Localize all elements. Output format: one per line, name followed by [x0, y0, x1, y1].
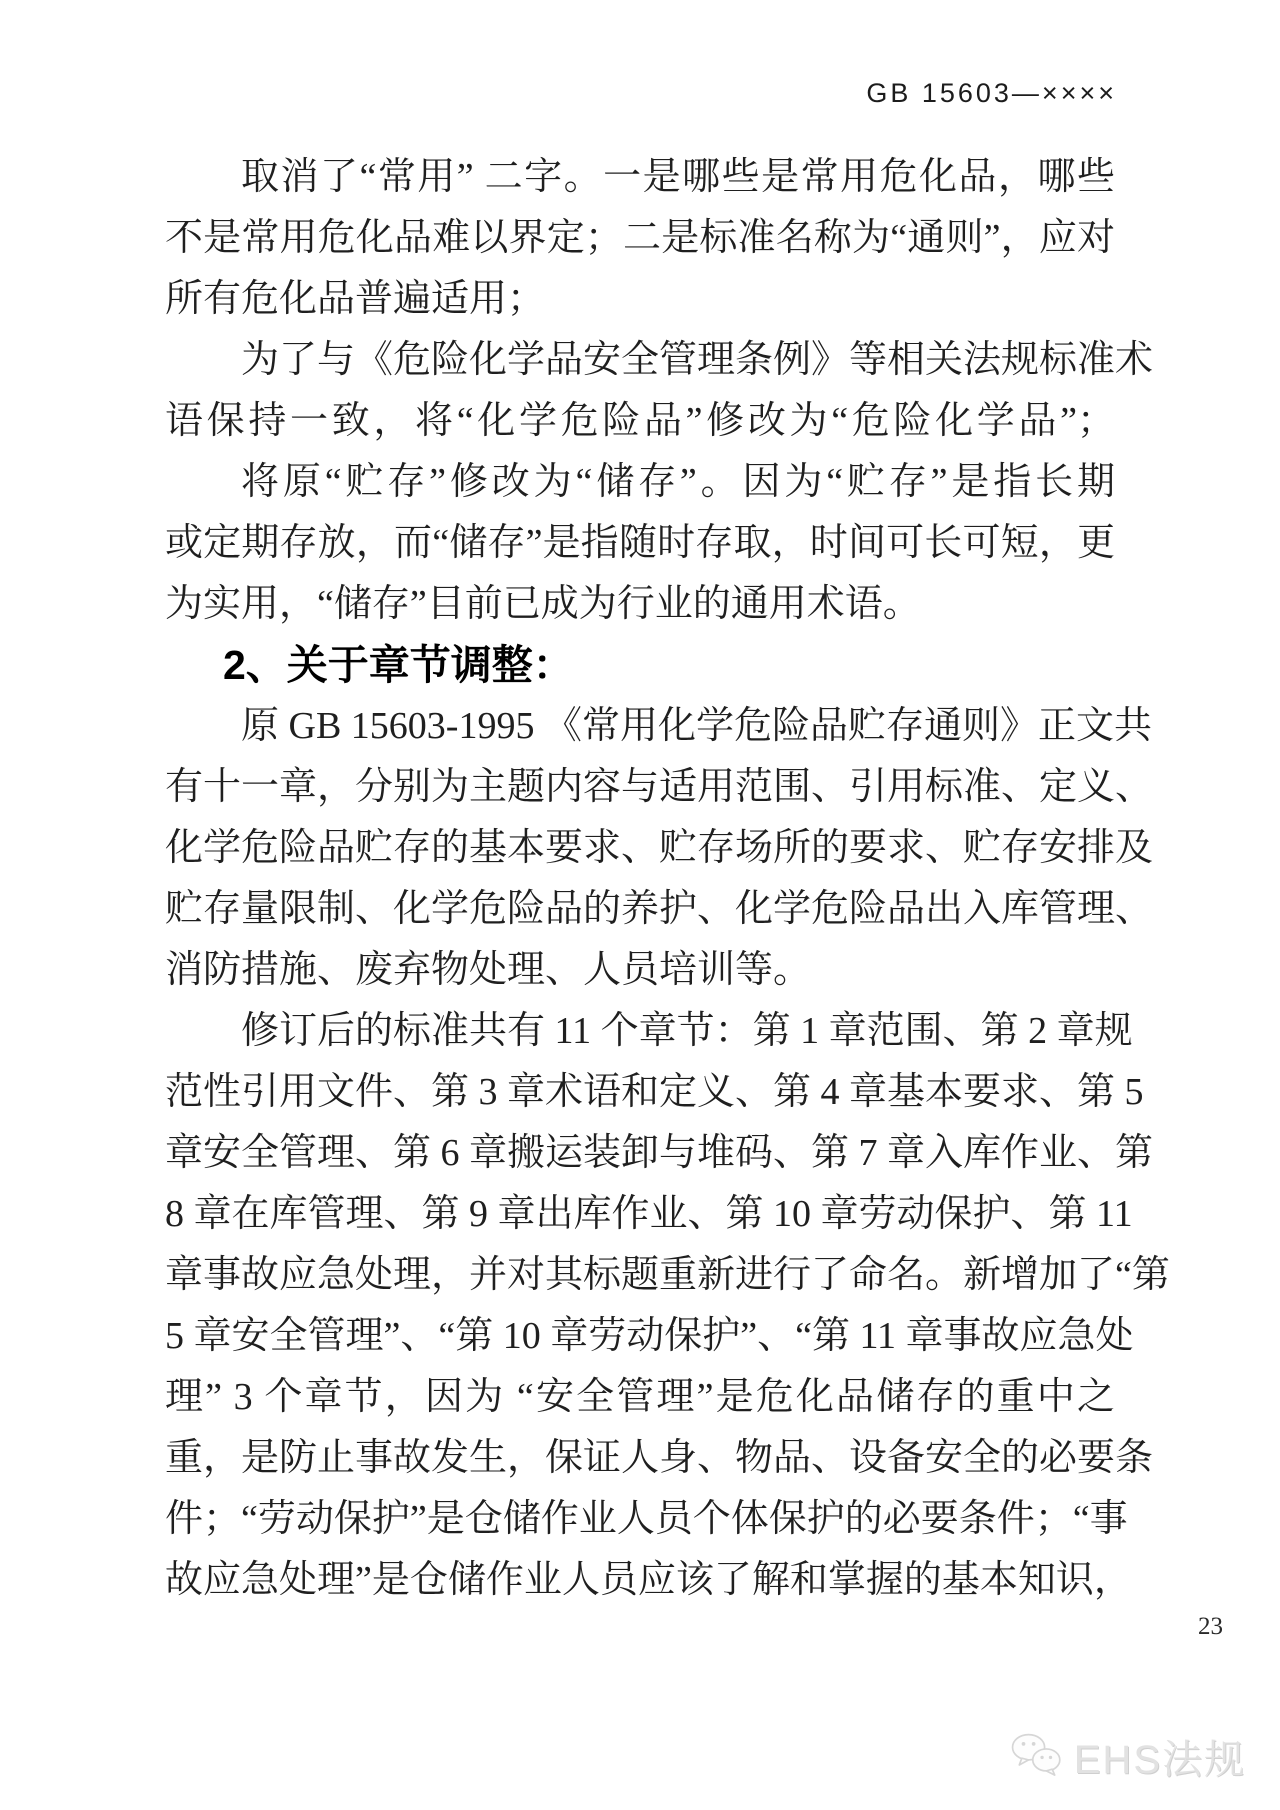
paragraph-line: 消防措施、废弃物处理、人员培训等。: [165, 949, 812, 991]
paragraph-line: 理” 3 个章节，因为 “安全管理”是危化品储存的重中之: [165, 1376, 1115, 1418]
paragraph-line: 重，是防止事故发生，保证人身、物品、设备安全的必要条: [165, 1437, 1154, 1479]
page-number: 23: [1198, 1613, 1223, 1640]
paragraph-line: 化学危险品贮存的基本要求、贮存场所的要求、贮存安排及: [165, 827, 1154, 869]
paragraph-line: 不是常用危化品难以界定；二是标准名称为“通则”，应对: [165, 217, 1115, 259]
paragraph-line: 章安全管理、第 6 章搬运装卸与堆码、第 7 章入库作业、第: [165, 1132, 1154, 1174]
paragraph-line: 贮存量限制、化学危险品的养护、化学危险品出入库管理、: [165, 888, 1154, 930]
paragraph-line: 语保持一致，将“化学危险品”修改为“危险化学品”；: [165, 400, 1115, 442]
paragraph-line: 范性引用文件、第 3 章术语和定义、第 4 章基本要求、第 5: [165, 1071, 1144, 1113]
paragraph-line: 8 章在库管理、第 9 章出库作业、第 10 章劳动保护、第 11: [165, 1193, 1133, 1235]
paragraph-line: 所有危化品普遍适用；: [165, 278, 546, 320]
paragraph-line: 章事故应急处理，并对其标题重新进行了命名。新增加了“第: [165, 1254, 1170, 1296]
paragraph-line: 为了与《危险化学品安全管理条例》等相关法规标准术: [241, 339, 1154, 381]
section-heading: 2、关于章节调整：: [223, 642, 574, 688]
paragraph-line: 为实用，“储存”目前已成为行业的通用术语。: [165, 583, 921, 625]
paragraph-line: 将原“贮存”修改为“储存”。因为“贮存”是指长期: [241, 461, 1115, 503]
paragraph-line: 5 章安全管理”、“第 10 章劳动保护”、“第 11 章事故应急处: [165, 1315, 1134, 1357]
paragraph-line: 件；“劳动保护”是仓储作业人员个体保护的必要条件；“事: [165, 1498, 1128, 1540]
paragraph-line: 原 GB 15603-1995 《常用化学危险品贮存通则》正文共: [241, 705, 1152, 747]
paragraph-line: 有十一章，分别为主题内容与适用范围、引用标准、定义、: [165, 766, 1154, 808]
paragraph-line: 取消了“常用” 二字。一是哪些是常用危化品，哪些: [241, 156, 1115, 198]
paragraph-line: 修订后的标准共有 11 个章节：第 1 章范围、第 2 章规: [241, 1010, 1133, 1052]
watermark-label: EHS法规: [1073, 1738, 1246, 1782]
standard-number-header: GB 15603—××××: [866, 78, 1117, 108]
wechat-icon: [1010, 1731, 1064, 1782]
paragraph-line: 故应急处理”是仓储作业人员应该了解和掌握的基本知识，: [165, 1559, 1132, 1601]
watermark: [1010, 1728, 1246, 1785]
document-body: [165, 147, 1170, 1611]
paragraph-line: 或定期存放，而“储存”是指随时存取，时间可长可短，更: [165, 522, 1115, 564]
